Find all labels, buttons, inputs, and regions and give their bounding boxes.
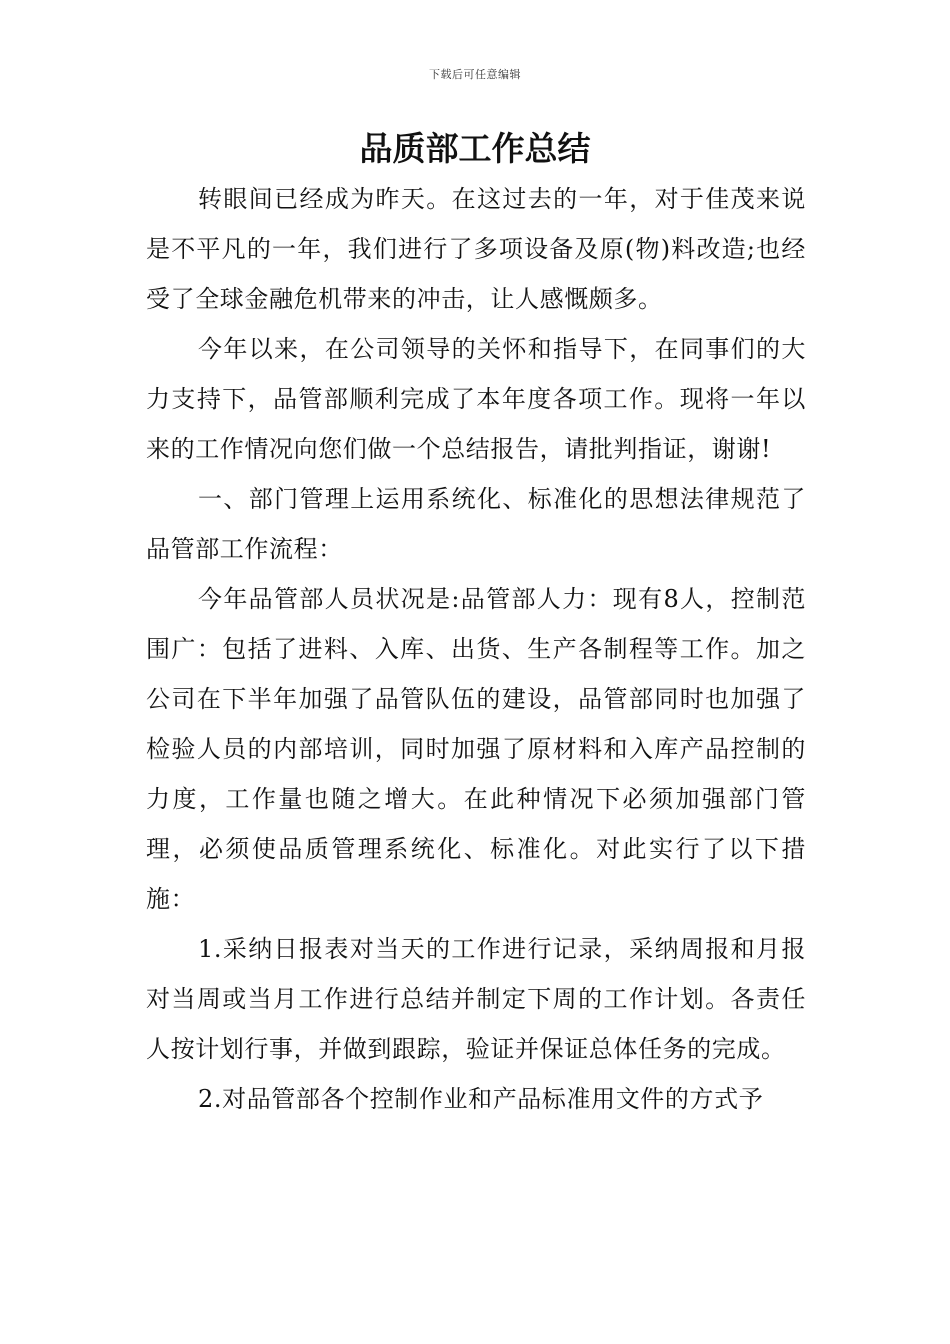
paragraph-intro: 转眼间已经成为昨天。在这过去的一年，对于佳茂来说是不平凡的一年，我们进行了多项设备及原(物)料改造;也经受了全球金融危机带来的冲击，让人感慨颇多。	[146, 185, 806, 313]
document-body	[146, 174, 806, 1124]
list-item-2: 2.对品管部各个控制作业和产品标准用文件的方式予	[198, 1085, 764, 1113]
section-heading-1: 一、部门管理上运用系统化、标准化的思想法律规范了品管部工作流程：	[146, 485, 806, 563]
header-note: 下载后可任意编辑	[429, 68, 521, 81]
page-title: 品质部工作总结	[359, 129, 591, 168]
list-item-1: 1.采纳日报表对当天的工作进行记录，采纳周报和月报对当周或当月工作进行总结并制定下周的工作计划。各责任人按计划行事，并做到跟踪，验证并保证总体任务的完成。	[146, 935, 806, 1063]
paragraph-summary: 今年以来，在公司领导的关怀和指导下，在同事们的大力支持下，品管部顺利完成了本年度各项工作。现将一年以来的工作情况向您们做一个总结报告，请批判指证，谢谢!	[146, 335, 806, 463]
paragraph-staffing: 今年品管部人员状况是:品管部人力：现有8人，控制范围广：包括了进料、入库、出货、生产各制程等工作。加之公司在下半年加强了品管队伍的建设，品管部同时也加强了检验人员的内部培训，同时加强了原材料和入库产品控制的力度，工作量也随之增大。在此种情况下必须加强部门管理，必须使品质管理系统化、标准化。对此实行了以下措施：	[146, 585, 806, 913]
